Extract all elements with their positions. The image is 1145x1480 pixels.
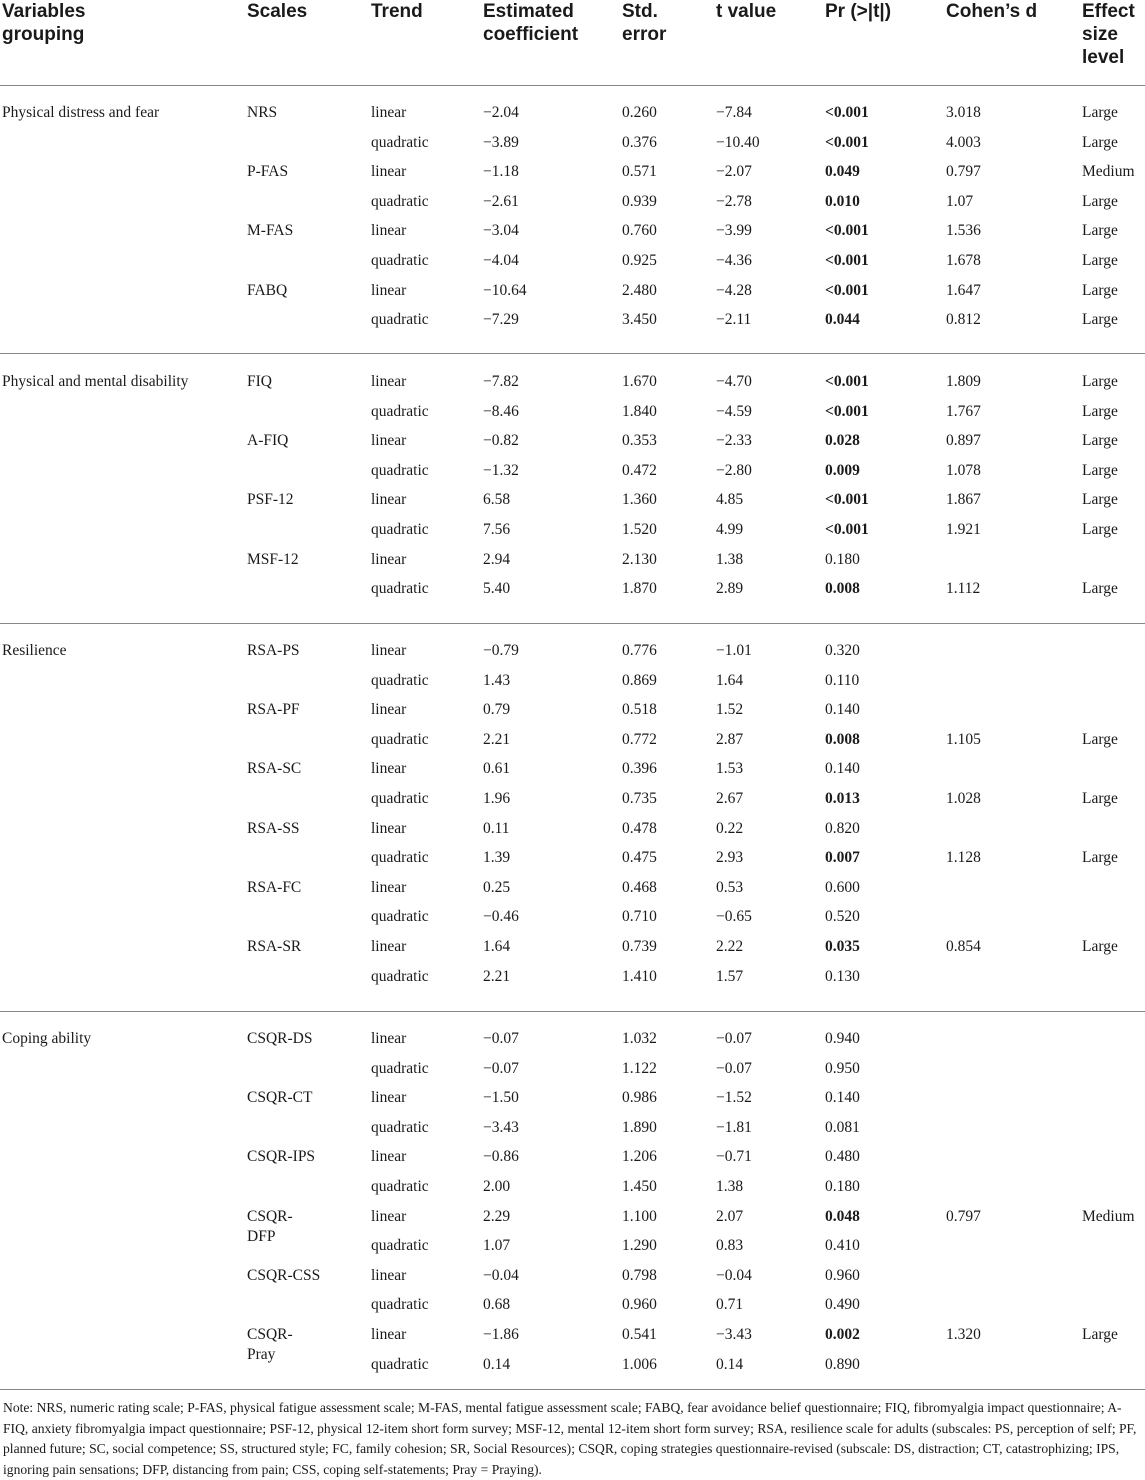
table-footnote: Note: NRS, numeric rating scale; P-FAS, physical fatigue assessment scale; M-FAS, mental fatigue assessment scale; FABQ, fear avoidance belief questionnaire; FIQ, fibromyalgia impact questionnaire; A-FIQ, anxiety fibromyalgia impact questionnaire; PSF-12, physical 12-item short form survey; MSF-12, mental 12-item short form survey; RSA, resilience scale for adults (subscales: PS, perception of self; PF, planned future; SC, social competence; SS, structured style; FC, family cohesion; SR, Social Resources); CSQR, coping strategies questionnaire-revised (subscale: DS, distraction; CT, catastrophizing; IPS, ignoring pain sensations; DFP, distancing from pain; CSS, coping self-statements; Pray = Praying). <box>3 1400 1137 1477</box>
cohens-d-cell: 1.028 <box>946 790 981 807</box>
trend-cell: linear <box>371 938 407 955</box>
trend-cell: quadratic <box>371 461 429 479</box>
coefficient-cell: 2.94 <box>483 550 511 568</box>
trend-cell: quadratic <box>371 1237 429 1255</box>
column-header-t-value: t value <box>716 1 777 22</box>
effect-size-cell: Large <box>1082 281 1118 299</box>
scale-label: M-FAS <box>247 222 294 240</box>
effect-size-cell: Large <box>1082 938 1118 955</box>
p-value-cell: 0.009 <box>825 461 860 479</box>
cohens-d-cell: 1.105 <box>946 730 981 748</box>
coefficient-cell: −3.89 <box>483 133 519 151</box>
coefficient-cell: −1.50 <box>483 1089 519 1107</box>
p-value-cell: 0.008 <box>825 580 860 598</box>
coefficient-cell: −0.04 <box>483 1266 519 1284</box>
p-value-cell: 0.008 <box>825 730 860 748</box>
trend-cell: quadratic <box>371 252 429 269</box>
t-value-cell: 1.57 <box>716 967 744 985</box>
coefficient-cell: −7.82 <box>483 373 519 390</box>
column-header-variables-grouping: Variables grouping <box>2 1 86 45</box>
std-error-cell: 2.130 <box>622 550 657 568</box>
std-error-cell: 0.468 <box>622 878 657 896</box>
trend-cell: quadratic <box>371 908 429 926</box>
trend-cell: quadratic <box>371 730 429 748</box>
scale-label: PSF-12 <box>247 491 294 509</box>
cohens-d-cell: 1.809 <box>946 373 981 390</box>
cohens-d-cell: 1.536 <box>946 222 981 240</box>
std-error-cell: 1.360 <box>622 491 657 509</box>
std-error-cell: 0.869 <box>622 671 657 689</box>
trend-cell: quadratic <box>371 580 429 598</box>
effect-size-cell: Large <box>1082 521 1118 538</box>
p-value-cell: 0.081 <box>825 1118 860 1136</box>
effect-size-cell: Medium <box>1082 1207 1135 1225</box>
std-error-cell: 1.122 <box>622 1059 657 1077</box>
p-value-cell: 0.010 <box>825 192 860 210</box>
std-error-cell: 0.939 <box>622 192 657 210</box>
coefficient-cell: −4.04 <box>483 252 519 269</box>
t-value-cell: 4.85 <box>716 491 744 509</box>
coefficient-cell: −2.04 <box>483 104 519 121</box>
t-value-cell: 1.52 <box>716 701 744 719</box>
std-error-cell: 1.290 <box>622 1237 657 1255</box>
coefficient-cell: −7.29 <box>483 311 519 329</box>
p-value-cell: 0.950 <box>825 1059 860 1077</box>
std-error-cell: 0.776 <box>622 642 657 659</box>
t-value-cell: 0.22 <box>716 819 744 837</box>
p-value-cell: <0.001 <box>825 252 869 269</box>
p-value-cell: <0.001 <box>825 373 869 390</box>
scale-label: CSQR-IPS <box>247 1148 316 1166</box>
cohens-d-cell: 0.897 <box>946 432 981 450</box>
cohens-d-cell: 3.018 <box>946 104 981 121</box>
group-label: Coping ability <box>2 1030 92 1047</box>
coefficient-cell: −0.86 <box>483 1148 519 1166</box>
scale-label: A-FIQ <box>247 432 289 450</box>
p-value-cell: 0.820 <box>825 819 860 837</box>
effect-size-cell: Large <box>1082 104 1118 121</box>
p-value-cell: 0.049 <box>825 163 860 181</box>
trend-cell: linear <box>371 642 407 659</box>
std-error-cell: 1.100 <box>622 1207 657 1225</box>
effect-size-cell: Large <box>1082 491 1118 509</box>
trend-cell: linear <box>371 1148 407 1166</box>
coefficient-cell: 5.40 <box>483 580 511 598</box>
effect-size-cell: Large <box>1082 311 1118 329</box>
p-value-cell: 0.044 <box>825 311 860 329</box>
p-value-cell: 0.140 <box>825 760 860 778</box>
trend-cell: linear <box>371 550 407 568</box>
effect-size-cell: Large <box>1082 849 1118 867</box>
std-error-cell: 0.472 <box>622 461 657 479</box>
t-value-cell: −10.40 <box>716 133 760 151</box>
t-value-cell: 0.14 <box>716 1355 744 1373</box>
p-value-cell: <0.001 <box>825 133 869 151</box>
std-error-cell: 0.518 <box>622 701 657 719</box>
p-value-cell: 0.048 <box>825 1207 860 1225</box>
t-value-cell: 1.64 <box>716 671 744 689</box>
t-value-cell: −0.07 <box>716 1030 752 1047</box>
p-value-cell: 0.890 <box>825 1355 860 1373</box>
trend-cell: linear <box>371 1326 407 1343</box>
trend-cell: linear <box>371 1030 407 1047</box>
trend-cell: quadratic <box>371 849 429 867</box>
trend-cell: linear <box>371 1089 407 1107</box>
t-value-cell: 1.38 <box>716 1178 744 1195</box>
group-label: Resilience <box>2 642 67 659</box>
coefficient-cell: −1.18 <box>483 163 519 181</box>
std-error-cell: 0.739 <box>622 938 657 955</box>
t-value-cell: −0.07 <box>716 1059 752 1077</box>
scale-label: CSQR-CT <box>247 1089 313 1107</box>
trend-cell: linear <box>371 222 407 240</box>
p-value-cell: 0.035 <box>825 938 860 955</box>
cohens-d-cell: 0.812 <box>946 311 981 329</box>
t-value-cell: 2.22 <box>716 938 744 955</box>
scale-label: CSQR-CSS <box>247 1266 321 1284</box>
std-error-cell: 0.571 <box>622 163 657 181</box>
coefficient-cell: −0.79 <box>483 642 519 659</box>
std-error-cell: 1.006 <box>622 1355 657 1373</box>
effect-size-cell: Large <box>1082 432 1118 450</box>
coefficient-cell: −3.43 <box>483 1118 519 1136</box>
coefficient-cell: 7.56 <box>483 521 511 538</box>
effect-size-cell: Medium <box>1082 163 1135 181</box>
std-error-cell: 0.396 <box>622 760 657 778</box>
t-value-cell: 4.99 <box>716 521 744 538</box>
effect-size-cell: Large <box>1082 730 1118 748</box>
p-value-cell: 0.490 <box>825 1296 860 1314</box>
trend-cell: quadratic <box>371 192 429 210</box>
effect-size-cell: Large <box>1082 580 1118 598</box>
std-error-cell: 0.260 <box>622 104 657 121</box>
t-value-cell: 1.53 <box>716 760 744 778</box>
t-value-cell: 0.83 <box>716 1237 744 1255</box>
t-value-cell: −4.59 <box>716 402 752 420</box>
column-header-p-value: Pr (>|t|) <box>825 1 892 22</box>
coefficient-cell: 2.21 <box>483 730 511 748</box>
t-value-cell: 2.67 <box>716 790 744 807</box>
std-error-cell: 0.925 <box>622 252 657 269</box>
t-value-cell: −2.33 <box>716 432 752 450</box>
p-value-cell: 0.180 <box>825 550 860 568</box>
scale-label: FIQ <box>247 373 272 390</box>
effect-size-cell: Large <box>1082 790 1118 807</box>
column-header-trend: Trend <box>371 1 423 22</box>
trend-cell: linear <box>371 760 407 778</box>
group-divider <box>0 623 1145 624</box>
coefficient-cell: 0.79 <box>483 701 511 719</box>
coefficient-cell: −0.46 <box>483 908 519 926</box>
p-value-cell: 0.180 <box>825 1178 860 1195</box>
trend-cell: linear <box>371 163 407 181</box>
scale-label: P-FAS <box>247 163 289 181</box>
trend-cell: quadratic <box>371 402 429 420</box>
std-error-cell: 0.541 <box>622 1326 657 1343</box>
t-value-cell: −7.84 <box>716 104 752 121</box>
cohens-d-cell: 1.078 <box>946 461 981 479</box>
p-value-cell: <0.001 <box>825 491 869 509</box>
p-value-cell: 0.960 <box>825 1266 860 1284</box>
cohens-d-cell: 1.128 <box>946 849 981 867</box>
coefficient-cell: 0.25 <box>483 878 511 896</box>
t-value-cell: 2.07 <box>716 1207 744 1225</box>
coefficient-cell: −2.61 <box>483 192 519 210</box>
coefficient-cell: 0.11 <box>483 819 510 837</box>
p-value-cell: 0.410 <box>825 1237 860 1255</box>
std-error-cell: 1.890 <box>622 1118 657 1136</box>
coefficient-cell: −10.64 <box>483 281 527 299</box>
p-value-cell: 0.002 <box>825 1326 860 1343</box>
std-error-cell: 1.670 <box>622 373 657 390</box>
cohens-d-cell: 1.867 <box>946 491 981 509</box>
std-error-cell: 0.760 <box>622 222 657 240</box>
table-bottom-rule <box>0 1389 1145 1390</box>
std-error-cell: 3.450 <box>622 311 657 329</box>
t-value-cell: −4.36 <box>716 252 752 269</box>
coefficient-cell: −0.07 <box>483 1059 519 1077</box>
std-error-cell: 1.450 <box>622 1178 657 1195</box>
group-label: Physical distress and fear <box>2 104 160 121</box>
t-value-cell: −4.28 <box>716 281 752 299</box>
p-value-cell: 0.007 <box>825 849 860 867</box>
scale-label: CSQR- DFP <box>247 1207 293 1245</box>
std-error-cell: 1.870 <box>622 580 657 598</box>
column-header-scales: Scales <box>247 1 308 22</box>
coefficient-cell: 2.21 <box>483 967 511 985</box>
cohens-d-cell: 1.678 <box>946 252 981 269</box>
std-error-cell: 0.478 <box>622 819 657 837</box>
scale-label: RSA-SR <box>247 938 302 955</box>
effect-size-cell: Large <box>1082 192 1118 210</box>
p-value-cell: 0.140 <box>825 1089 860 1107</box>
coefficient-cell: −1.32 <box>483 461 519 479</box>
cohens-d-cell: 1.921 <box>946 521 981 538</box>
scale-label: CSQR- Pray <box>247 1326 293 1363</box>
trend-cell: quadratic <box>371 1355 429 1373</box>
trend-cell: quadratic <box>371 671 429 689</box>
trend-cell: linear <box>371 1266 407 1284</box>
p-value-cell: 0.013 <box>825 790 860 807</box>
std-error-cell: 1.840 <box>622 402 657 420</box>
std-error-cell: 0.960 <box>622 1296 657 1314</box>
column-header-cohens-d: Cohen’s d <box>946 1 1038 22</box>
coefficient-cell: 0.14 <box>483 1355 511 1373</box>
effect-size-cell: Large <box>1082 252 1118 269</box>
cohens-d-cell: 0.797 <box>946 163 981 181</box>
std-error-cell: 0.772 <box>622 730 657 748</box>
t-value-cell: 0.53 <box>716 878 744 896</box>
p-value-cell: 0.028 <box>825 432 860 450</box>
group-label: Physical and mental disability <box>2 373 189 390</box>
effect-size-cell: Large <box>1082 133 1118 151</box>
coefficient-cell: −0.82 <box>483 432 519 450</box>
scale-label: NRS <box>247 104 278 121</box>
cohens-d-cell: 1.07 <box>946 192 974 210</box>
p-value-cell: 0.140 <box>825 701 860 719</box>
trend-cell: quadratic <box>371 311 429 329</box>
coefficient-cell: 6.58 <box>483 491 511 509</box>
p-value-cell: <0.001 <box>825 402 869 420</box>
std-error-cell: 0.475 <box>622 849 657 867</box>
coefficient-cell: −0.07 <box>483 1030 519 1047</box>
t-value-cell: −2.78 <box>716 192 752 210</box>
cohens-d-cell: 1.112 <box>946 580 981 598</box>
coefficient-cell: 1.96 <box>483 790 511 807</box>
trend-cell: quadratic <box>371 1118 429 1136</box>
std-error-cell: 2.480 <box>622 281 657 299</box>
t-value-cell: 2.87 <box>716 730 744 748</box>
effect-size-cell: Large <box>1082 402 1118 420</box>
group-divider <box>0 353 1145 354</box>
t-value-cell: −1.52 <box>716 1089 752 1107</box>
column-header-estimated-coefficient: Estimated coefficient <box>483 1 579 45</box>
p-value-cell: 0.320 <box>825 642 860 659</box>
trend-cell: quadratic <box>371 521 429 538</box>
p-value-cell: <0.001 <box>825 222 869 240</box>
p-value-cell: 0.520 <box>825 908 860 926</box>
p-value-cell: <0.001 <box>825 104 869 121</box>
coefficient-cell: 1.39 <box>483 849 511 867</box>
effect-size-cell: Large <box>1082 1326 1118 1343</box>
trend-cell: linear <box>371 819 407 837</box>
trend-cell: linear <box>371 491 407 509</box>
scale-label: CSQR-DS <box>247 1030 313 1047</box>
header-rule <box>0 85 1145 86</box>
t-value-cell: −0.65 <box>716 908 752 926</box>
trend-cell: linear <box>371 104 407 121</box>
coefficient-cell: 1.64 <box>483 938 511 955</box>
p-value-cell: <0.001 <box>825 281 869 299</box>
std-error-cell: 0.986 <box>622 1089 657 1107</box>
p-value-cell: 0.110 <box>825 671 860 689</box>
t-value-cell: −3.99 <box>716 222 752 240</box>
std-error-cell: 1.410 <box>622 967 657 985</box>
effect-size-cell: Large <box>1082 461 1118 479</box>
cohens-d-cell: 4.003 <box>946 133 981 151</box>
trend-cell: linear <box>371 432 407 450</box>
trend-cell: quadratic <box>371 967 429 985</box>
std-error-cell: 0.735 <box>622 790 657 807</box>
trend-cell: linear <box>371 373 407 390</box>
trend-cell: quadratic <box>371 1296 429 1314</box>
p-value-cell: 0.600 <box>825 878 860 896</box>
trend-cell: quadratic <box>371 790 429 807</box>
coefficient-cell: 0.68 <box>483 1296 511 1314</box>
coefficient-cell: −8.46 <box>483 402 519 420</box>
trend-cell: linear <box>371 281 407 299</box>
scale-label: RSA-PF <box>247 701 300 719</box>
trend-cell: quadratic <box>371 1178 429 1195</box>
t-value-cell: −1.81 <box>716 1118 752 1136</box>
scale-label: FABQ <box>247 281 288 299</box>
trend-cell: quadratic <box>371 133 429 151</box>
column-header-std-error: Std. error <box>622 1 667 45</box>
t-value-cell: −2.80 <box>716 461 752 479</box>
std-error-cell: 1.520 <box>622 521 657 538</box>
t-value-cell: −3.43 <box>716 1326 752 1343</box>
scale-label: RSA-SS <box>247 819 300 837</box>
effect-size-cell: Large <box>1082 373 1118 390</box>
coefficient-cell: −3.04 <box>483 222 519 240</box>
trend-cell: linear <box>371 1207 407 1225</box>
p-value-cell: <0.001 <box>825 521 869 538</box>
coefficient-cell: 0.61 <box>483 760 511 778</box>
p-value-cell: 0.480 <box>825 1148 860 1166</box>
coefficient-cell: 2.29 <box>483 1207 511 1225</box>
std-error-cell: 0.353 <box>622 432 657 450</box>
t-value-cell: −0.71 <box>716 1148 752 1166</box>
t-value-cell: 0.71 <box>716 1296 744 1314</box>
std-error-cell: 0.376 <box>622 133 657 151</box>
t-value-cell: 2.93 <box>716 849 744 867</box>
t-value-cell: −2.11 <box>716 311 752 329</box>
t-value-cell: 2.89 <box>716 580 744 598</box>
scale-label: MSF-12 <box>247 550 299 568</box>
trend-cell: linear <box>371 878 407 896</box>
std-error-cell: 1.206 <box>622 1148 657 1166</box>
std-error-cell: 0.710 <box>622 908 657 926</box>
effect-size-cell: Large <box>1082 222 1118 240</box>
trend-cell: quadratic <box>371 1059 429 1077</box>
cohens-d-cell: 0.854 <box>946 938 981 955</box>
scale-label: RSA-FC <box>247 878 302 896</box>
p-value-cell: 0.940 <box>825 1030 860 1047</box>
p-value-cell: 0.130 <box>825 967 860 985</box>
cohens-d-cell: 1.320 <box>946 1326 981 1343</box>
t-value-cell: 1.38 <box>716 550 744 568</box>
cohens-d-cell: 0.797 <box>946 1207 981 1225</box>
coefficient-cell: 1.07 <box>483 1237 511 1255</box>
scale-label: RSA-PS <box>247 642 300 659</box>
std-error-cell: 1.032 <box>622 1030 657 1047</box>
cohens-d-cell: 1.647 <box>946 281 981 299</box>
t-value-cell: −4.70 <box>716 373 752 390</box>
group-divider <box>0 1011 1145 1012</box>
coefficient-cell: 1.43 <box>483 671 511 689</box>
std-error-cell: 0.798 <box>622 1266 657 1284</box>
coefficient-cell: 2.00 <box>483 1178 511 1195</box>
cohens-d-cell: 1.767 <box>946 402 981 420</box>
t-value-cell: −2.07 <box>716 163 752 181</box>
scale-label: RSA-SC <box>247 760 302 778</box>
column-header-effect-size-level: Effect size level <box>1082 1 1135 68</box>
t-value-cell: −0.04 <box>716 1266 752 1284</box>
t-value-cell: −1.01 <box>716 642 752 659</box>
coefficient-cell: −1.86 <box>483 1326 519 1343</box>
trend-cell: linear <box>371 701 407 719</box>
